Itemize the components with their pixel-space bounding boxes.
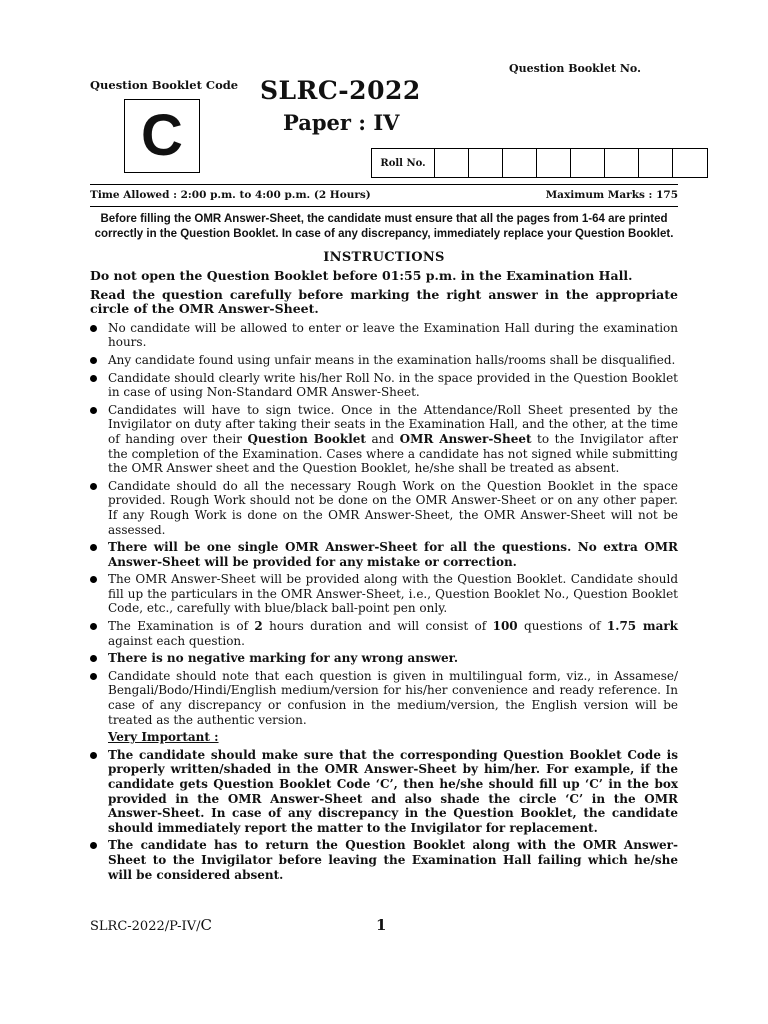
bullet-icon <box>90 673 97 680</box>
instruction-emphasis: OMR Answer-Sheet <box>399 431 532 446</box>
page-check-notice <box>90 212 678 242</box>
instruction-item <box>90 669 678 727</box>
instruction-emphasis: 100 <box>492 619 518 634</box>
instruction-text: to the Invigilator after the completion of the Examination. Cases where a candidate has not signed while submitting the OMR Answer sheet and the Question Booklet, he/she shall be treated as absent. <box>108 431 678 476</box>
roll-digit-box <box>605 149 639 177</box>
footer-booklet-code <box>90 916 212 934</box>
bullet-icon <box>90 623 97 630</box>
footer-code-letter: C <box>200 916 212 934</box>
instruction-text: questions of <box>517 619 607 634</box>
instruction-text: The OMR Answer-Sheet will be provided along with the Question Booklet. Candidate should fill up the particulars in the OMR Answer-Sheet, i.e., Question Booklet No., Question Booklet Code, etc., carefully with blue/black ball-point pen only. <box>108 572 678 616</box>
instruction-text: and <box>365 431 400 446</box>
bullet-icon <box>90 325 97 332</box>
bullet-icon <box>90 655 97 662</box>
instruction-text: The candidate has to return the Question Booklet along with the OMR Answer-Sheet to the Invigilator before leaving the Examination Hall failing which he/she will be considered absent. <box>108 838 678 882</box>
roll-digit-box <box>639 149 673 177</box>
instruction-item <box>90 540 678 569</box>
instruction-text: There is no negative marking for any wrong answer. <box>108 651 459 666</box>
instruction-text: Candidate should clearly write his/her Roll No. in the space provided in the Question Booklet in case of using Non-Standard OMR Answer-Sheet. <box>108 370 678 400</box>
exam-title: SLRC-2022 <box>260 76 421 105</box>
instruction-emphasis: 1.75 mark <box>606 619 679 634</box>
instruction-emphasis: 2 <box>254 619 263 634</box>
roll-number-field <box>371 148 708 178</box>
instruction-list <box>90 321 678 727</box>
roll-digit-box <box>469 149 503 177</box>
roll-digit-box <box>503 149 537 177</box>
bullet-icon <box>90 752 97 759</box>
instruction-lead: Read the question carefully before marking the right answer in the appropriate circle of the OMR Answer-Sheet. <box>90 286 678 317</box>
maximum-marks: Maximum Marks : 175 <box>545 189 678 201</box>
very-important-heading: Very Important : <box>108 730 219 745</box>
instruction-item <box>90 403 678 476</box>
footer-code-prefix: SLRC-2022/P-IV/ <box>90 919 201 934</box>
instruction-text: Candidate should note that each question is given in multilingual form, viz., in Assamese/ Bengali/Bodo/Hindi/English medium/version for his/her convenience and ready reference. In case of any discrepancy or confusion in the medium/version, the English version will be treated as the authentic version. <box>108 668 678 727</box>
instruction-item <box>90 371 678 400</box>
instruction-item <box>90 651 678 666</box>
bullet-icon <box>90 483 97 490</box>
instruction-item <box>90 321 678 350</box>
roll-digit-box <box>537 149 571 177</box>
paper-title: Paper : IV <box>283 110 400 135</box>
instruction-text: The candidate should make sure that the corresponding Question Booklet Code is properly written/shaded in the OMR Answer-Sheet by him/her. For example, if the candidate gets Question Booklet Code ‘C’, then he/she should fill up ‘C’ in the box provided in the OMR Answer-Sheet and also shade the circle ‘C’ in the OMR Answer-Sheet. In case of any discrepancy in the Question Booklet, the candidate should immediately report the matter to the Invigilator for replacement. <box>108 747 678 835</box>
bullet-icon <box>90 544 97 551</box>
instruction-emphasis: Question Booklet <box>247 431 366 446</box>
roll-digit-box <box>673 149 707 177</box>
instruction-text: Any candidate found using unfair means in the examination halls/rooms shall be disqualified. <box>108 352 676 367</box>
instruction-item <box>90 748 678 836</box>
instruction-item <box>90 838 678 882</box>
notice-line: correctly in the Question Booklet. In case of any discrepancy, immediately replace your Question Booklet. <box>94 228 674 240</box>
question-booklet-no-label: Question Booklet No. <box>509 62 641 75</box>
instruction-text: against each question. <box>108 633 245 648</box>
booklet-code-box: C <box>124 99 200 173</box>
bullet-icon <box>90 576 97 583</box>
important-instruction-list <box>90 748 678 882</box>
notice-line: Before filling the OMR Answer-Sheet, the candidate must ensure that all the pages from 1-64 are printed <box>100 213 668 225</box>
instruction-item <box>90 572 678 616</box>
bullet-icon <box>90 357 97 364</box>
instruction-item <box>90 353 678 368</box>
divider <box>90 184 678 185</box>
roll-digit-box <box>571 149 605 177</box>
bullet-icon <box>90 407 97 414</box>
instruction-item <box>90 479 678 537</box>
roll-no-label: Roll No. <box>372 149 435 177</box>
instruction-text: No candidate will be allowed to enter or leave the Examination Hall during the examination hours. <box>108 320 678 350</box>
instruction-text: Candidate should do all the necessary Rough Work on the Question Booklet in the space provided. Rough Work should not be done on the OMR Answer-Sheet or on any other paper. If any Rough Work is done on the OMR Answer-Sheet, the OMR Answer-Sheet will not be assessed. <box>108 478 678 537</box>
time-allowed: Time Allowed : 2:00 p.m. to 4:00 p.m. (2 Hours) <box>90 189 371 201</box>
instructions-body <box>90 269 678 885</box>
instruction-text: Candidates will have to sign twice. Once in the Attendance/Roll Sheet presented by the Invigilator on duty after taking their seats in the Examination Hall, and the other, at the time of handing over their <box>108 402 678 446</box>
page-number: 1 <box>376 916 387 934</box>
instruction-text: hours duration and will consist of <box>262 619 493 634</box>
bullet-icon <box>90 375 97 382</box>
question-booklet-code-label: Question Booklet Code <box>90 78 239 92</box>
roll-digit-box <box>435 149 469 177</box>
instruction-text: The Examination is of <box>108 619 255 634</box>
bullet-icon <box>90 842 97 849</box>
divider <box>90 206 678 207</box>
instructions-heading: INSTRUCTIONS <box>323 250 445 265</box>
instruction-lead: Do not open the Question Booklet before 01:55 p.m. in the Examination Hall. <box>90 268 633 283</box>
instruction-text: There will be one single OMR Answer-Sheet for all the questions. No extra OMR Answer-Sheet will be provided for any mistake or correction. <box>108 540 678 569</box>
instruction-item <box>90 619 678 648</box>
